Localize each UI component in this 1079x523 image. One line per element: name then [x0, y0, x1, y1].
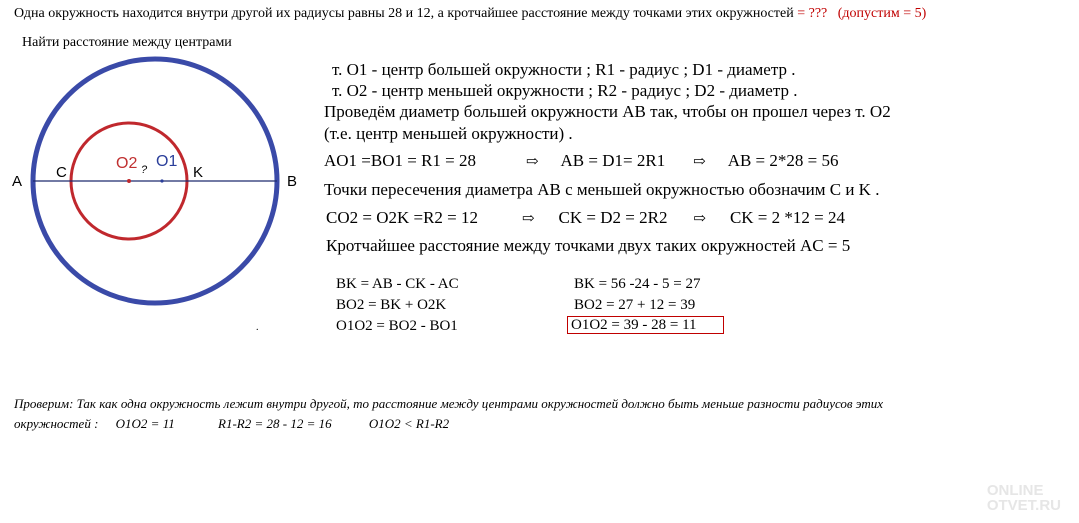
- answer-box: [567, 317, 724, 334]
- calc-left-2: BO2 = BK + O2K: [336, 297, 447, 313]
- problem-question: = ???: [797, 6, 828, 21]
- eq-ao1: AO1 =BO1 = R1 = 28: [324, 151, 477, 170]
- verify-compare: O1O2 < R1-R2: [368, 416, 450, 431]
- label-k: K: [193, 164, 204, 181]
- label-b: B: [287, 173, 298, 190]
- calc-right-1: BK = 56 -24 - 5 = 27: [574, 276, 701, 292]
- verification-line-2: [14, 416, 449, 432]
- label-o2: O2: [116, 155, 138, 172]
- verify-r-diff: R1-R2 = 28 - 12 = 16: [218, 416, 332, 431]
- label-c: C: [56, 164, 67, 181]
- eq-ab-value: AB = 2*28 = 56: [727, 151, 839, 170]
- task-statement: Найти расстояние между центрами: [22, 35, 232, 50]
- eq-co2: CO2 = O2K =R2 = 12: [326, 208, 479, 227]
- watermark-line-2: OTVET.RU: [986, 497, 1061, 514]
- answer-value: O1O2 = 39 - 28 = 11: [567, 316, 724, 334]
- equation-row-2: [326, 208, 845, 228]
- label-a: A: [12, 173, 23, 190]
- stray-dot: .: [256, 322, 259, 333]
- verification-line-1: Проверим: Так как одна окружность лежит внутри другой, то расстояние между центрами окружностей должно быть меньше разности радиусов этих: [14, 396, 884, 411]
- step-shortest-distance: Кротчайшее расстояние между точками двух таких окружностей AC = 5: [326, 236, 851, 255]
- eq-ck-value: CK = 2 *12 = 24: [729, 208, 845, 227]
- problem-note: (допустим = 5): [837, 6, 927, 21]
- calc-left-1: BK = AB - CK - AC: [336, 276, 459, 292]
- verify-label: окружностей :: [14, 416, 99, 431]
- arrow-icon: ⇨: [693, 211, 706, 227]
- step-intersection: Точки пересечения диаметра AB с меньшей окружностью обозначим C и K .: [324, 180, 880, 199]
- step-diameter: Проведём диаметр большей окружности AB так, чтобы он прошел через т. O2: [324, 102, 891, 121]
- eq-ab-diameter: AB = D1= 2R1: [560, 151, 666, 170]
- definition-o1: т. O1 - центр большей окружности ; R1 - радиус ; D1 - диаметр .: [332, 60, 796, 79]
- point-o1: [160, 179, 163, 182]
- site-watermark: [987, 483, 1061, 513]
- label-o1: O1: [156, 153, 178, 170]
- eq-ck-diameter: CK = D2 = 2R2: [558, 208, 668, 227]
- watermark-line-1: ONLINE: [986, 482, 1044, 499]
- circles-diagram: [0, 0, 320, 360]
- definition-o2: т. O2 - центр меньшей окружности ; R2 - радиус ; D2 - диаметр .: [332, 81, 798, 100]
- problem-text: Одна окружность находится внутри другой их радиусы равны 28 и 12, а кротчайшее расстояние между точками этих окружностей: [14, 6, 794, 21]
- arrow-icon: ⇨: [521, 211, 535, 227]
- step-diameter-note: (т.е. центр меньшей окружности) .: [324, 124, 573, 143]
- calc-left-3: O1O2 = BO2 - BO1: [336, 318, 458, 334]
- arrow-icon: ⇨: [525, 154, 539, 170]
- equation-row-1: [324, 151, 838, 171]
- verify-o1o2: O1O2 = 11: [115, 416, 175, 431]
- arrow-icon: ⇨: [693, 154, 706, 170]
- point-o2: [127, 179, 131, 183]
- label-question: ?: [141, 164, 148, 176]
- calc-right-2: BO2 = 27 + 12 = 39: [574, 297, 696, 313]
